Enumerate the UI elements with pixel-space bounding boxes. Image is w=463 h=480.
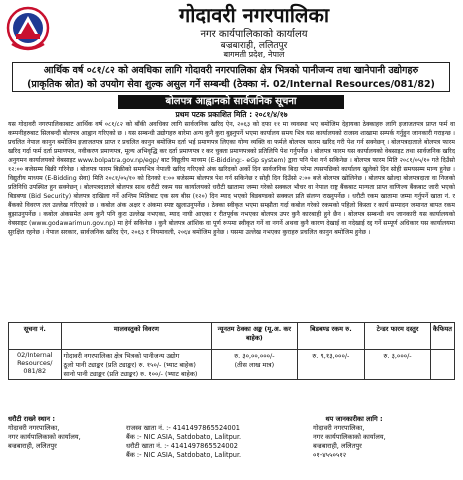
contact-line-1: गोदावरी नगरपालिका, xyxy=(313,424,365,432)
bank-line-2: बैंक :- NIC ASIA, Satdobato, Lalitpur. xyxy=(126,433,242,441)
notice-banner: बोलपत्र आह्वानको सार्वजनिक सूचना xyxy=(118,95,344,109)
bank-line-4: बैंक :- NIC ASIA, Satdobato, Lalitpur. xyxy=(126,451,242,459)
deposit-line-3: बज्रबाराही, ललितपुर xyxy=(8,442,57,450)
header-remarks: कैफियत xyxy=(430,323,454,350)
header-min-amount: न्यूनतम ठेक्का अङ्क (मू.अ. कर बाहेक) xyxy=(212,323,297,350)
header-notice-no: सूचना नं. xyxy=(9,323,62,350)
contact-line-3: बज्रबाराही, ललितपुर xyxy=(313,442,362,450)
office-address: बज्रबाराही, ललितपुर xyxy=(220,41,288,51)
cell-description xyxy=(61,350,212,380)
province-name: बागमती प्रदेश, नेपाल xyxy=(223,50,285,59)
desc-line-3: सानो पानी ट्याङ्कर (प्रति ट्याङ्कर) रु. १००/- (भ्याट बाहेक) xyxy=(63,370,198,378)
publish-date: प्रथम पटक प्रकाशित मिति : २०८१/४/१७ xyxy=(175,110,288,119)
desc-line-2: ठूलो पानी ट्याङ्कर (प्रति ट्याङ्कर) रु. १५०/- (भ्याट बाहेक) xyxy=(63,361,196,369)
bank-line-1: राजस्व खाता नं. :- 4141497865524001 xyxy=(126,424,240,432)
subject-line-2: (प्राकृतिक स्रोत) को उपयोग सेवा शुल्क असुल गर्ने सम्बन्धी (ठेक्का नं. 02/Internal Resources/081/82) xyxy=(27,79,435,90)
bank-details xyxy=(126,415,248,460)
deposit-line-2: नगर कार्यपालिकाको कार्यालय, xyxy=(8,433,81,441)
footer xyxy=(8,415,455,475)
footer-left xyxy=(8,415,248,460)
cell-bid-bond: रु. ९,१३,०००/- xyxy=(297,350,365,380)
table-header-row xyxy=(9,323,455,350)
contact-phone: ०१-४५५०५१२ xyxy=(313,451,347,459)
footer-right xyxy=(253,415,455,460)
header-description: मालवस्तुको विवरण xyxy=(61,323,212,350)
cell-notice-no: 02/Internal Resources/ 081/82 xyxy=(9,350,62,380)
subject-line-1: आर्थिक वर्ष ०८१/८२ को अवधिका लागि गोदावरी नगरपालिका क्षेत्र भित्रको पानीजन्य तथा खानेपानी उद्योगहरु xyxy=(43,65,419,76)
min-amount-words: (तीस लाख मात्र) xyxy=(234,361,275,369)
deposit-title: धरौटी राख्ने स्थान : xyxy=(8,415,55,423)
cell-min-amount xyxy=(212,350,297,380)
nepal-emblem-icon xyxy=(6,4,50,54)
cell-remarks xyxy=(430,350,454,380)
table-row xyxy=(9,350,455,380)
subject-box xyxy=(12,62,450,92)
notice-body: यस गोदावरी नगरपालिकाबाट आर्थिक वर्ष ०८१/८२ को बाँकी अवधिका लागि सार्वजनिक खरिद ऐन, २०६३ को दफा ११ मा व्यवस्था भए बमोजिम देहायका ठेक्काहरु लागि इजाजतपत्र प्राप्त फर्म वा कम्पनीहरुबाट सिलबन्दी बोलपत्र आह्वान गरिएको छ । यस सम्बन्धी उद्योगहरु बारेमा अन्य कुनै कुरा बुझ्नुपर्ने भएमा कार्यालय समय भित्र यस कार्यालयको राजस्व शाखामा सम्पर्क गर्नुहुन जानकारी गराइन्छ । प्रचलित नेपाल कानुन बमोजिम इजाजतपत्र प्राप्त र प्रचलित कानुन बमोजिम दर्ता भई प्रमाणपत्र लिएका योग्य व्यक्ति वा फर्मले बोलपत्र फारम खरिद गरी पेश गर्न सक्नेछन् । बोलपत्रदाताले बोलपत्र फारम खरिद गर्दा फर्म दर्ता प्रमाणपत्र, नवीकरण प्रमाणपत्र, मूल्य अभिवृद्धि कर दर्ता प्रमाणपत्र र कर चुक्ता प्रमाणपत्रको प्रतिलिपि पेश गर्नुपर्नेछ । बोलपत्र फारम यस कार्यालयको वेबसाइट तथा सार्वजनिक खरिद अनुगमन कार्यालयको वेबसाइट www.bolpatra.gov.np/egp/ बाट विद्युतीय माध्यम (E-Bidding:- eGp system) द्वारा पनि पेश गर्न सकिनेछ । बोलपत्र फारम मिति २०८१/०५/१० गते दिउँसो १२:०० बजेसम्म बिक्री गरिनेछ । बोलपत्र फारम बिक्रीको समयभित्र नेपाली खरिद गरिएको अंक खरिदको अर्को दिन सार्वजनिक बिदा परेमा त्यसपछिको कार्यालय खुलेको दिन सोही समयसम्म मान्य हुनेछ । विद्युतीय माध्यम (E-Bidding सेवा) मिति २०८१/०५/१० को दिनको १:०० बजेसम्म बोलपत्र पेश गर्न सकिनेछ र सोही दिन दिउँसो २:०० बजे बोलपत्र खोलिनेछ । बोलपत्र खोल्दा बोलपत्रदाता वा निजको प्रतिनिधि उपस्थित हुन सक्नेछन् । बोलपत्रदाताले बोलपत्र साथ धरौटी रकम यस कार्यालयको धरौटी खातामा जम्मा गरेको सक्कल भौचर वा नेपाल राष्ट्र बैंकबाट मान्यता प्राप्त वाणिज्य बैंकबाट जारी भएको बिडबण्ड (Bid Security) बोलपत्र दाखिला गर्ने अन्तिम मितिबाट एक सय बीस (१२०) दिन म्याद भएको बिडबण्डको सक्कल प्रति संलग्न राख्नुपर्नेछ । धरौटी रकम खातामा जम्मा गर्नुपर्ने खाता नं. र बैंकको विवरण तल उल्लेख गरिएको छ । कबोल अंक अक्षर र अंकमा स्पष्ट खुलाउनुपर्नेछ । ठेक्का स्वीकृत भएमा सम्झौता गर्दा कबोल गरेको रकमको पहिलो किस्ता र कार्य सम्पादन जमानत बापत रकम बुझाउनुपर्नेछ । कबोल अंकसमेत अन्य कुनै पनि कुरा उल्लेख नभएका, म्याद नाघी आएका र रीतपूर्वक नभएका बोलपत्र उपर कुनै कारबाही हुने छैन । बोलपत्र सम्बन्धी थप जानकारी यस कार्यालयको वेबसाइट (www.godawarimun.gov.np) मा हेर्न सकिनेछ । कुनै बोलपत्र आंशिक वा पूर्ण रूपमा स्वीकृत गर्ने वा नगर्ने अथवा कुनै कारण देखाई वा नदेखाई रद्द गर्ने सम्पूर्ण अधिकार यस कार्यालयमा सुरक्षित रहनेछ । नेपाल सरकार, सार्वजनिक खरिद ऐन, २०६३ र नियमावली, २०६४ बमोजिम हुनेछ । यसमा उल्लेख नभएका कुराहरु प्रचलित कानुन बमोजिम हुनेछ । xyxy=(8,121,455,236)
deposit-location xyxy=(8,415,126,460)
bank-line-3: धरौटी खाता नं. :- 4141497865524002 xyxy=(126,442,238,450)
cell-form-fee: रु. ३,०००/- xyxy=(365,350,431,380)
min-amount-value: रु. ३०,००,०००/- xyxy=(234,352,275,360)
deposit-line-1: गोदावरी नगरपालिका, xyxy=(8,424,60,432)
contact-line-2: नगर कार्यपालिकाको कार्यालय, xyxy=(313,433,386,441)
municipality-title: गोदावरी नगरपालिका xyxy=(178,3,330,27)
header xyxy=(0,0,463,60)
desc-line-1: गोदावरी नगरपालिका क्षेत्र भित्रको पानीजन्य उद्योग xyxy=(63,352,180,360)
header-form-fee: टेन्डर फारम दस्तुर xyxy=(365,323,431,350)
contact-title: थप जानकारीका लागि : xyxy=(325,415,383,423)
office-name: नगर कार्यपालिकाको कार्यालय xyxy=(200,29,308,40)
bid-table xyxy=(8,322,455,380)
header-bid-bond: बिडबण्ड रकम रु. xyxy=(297,323,365,350)
